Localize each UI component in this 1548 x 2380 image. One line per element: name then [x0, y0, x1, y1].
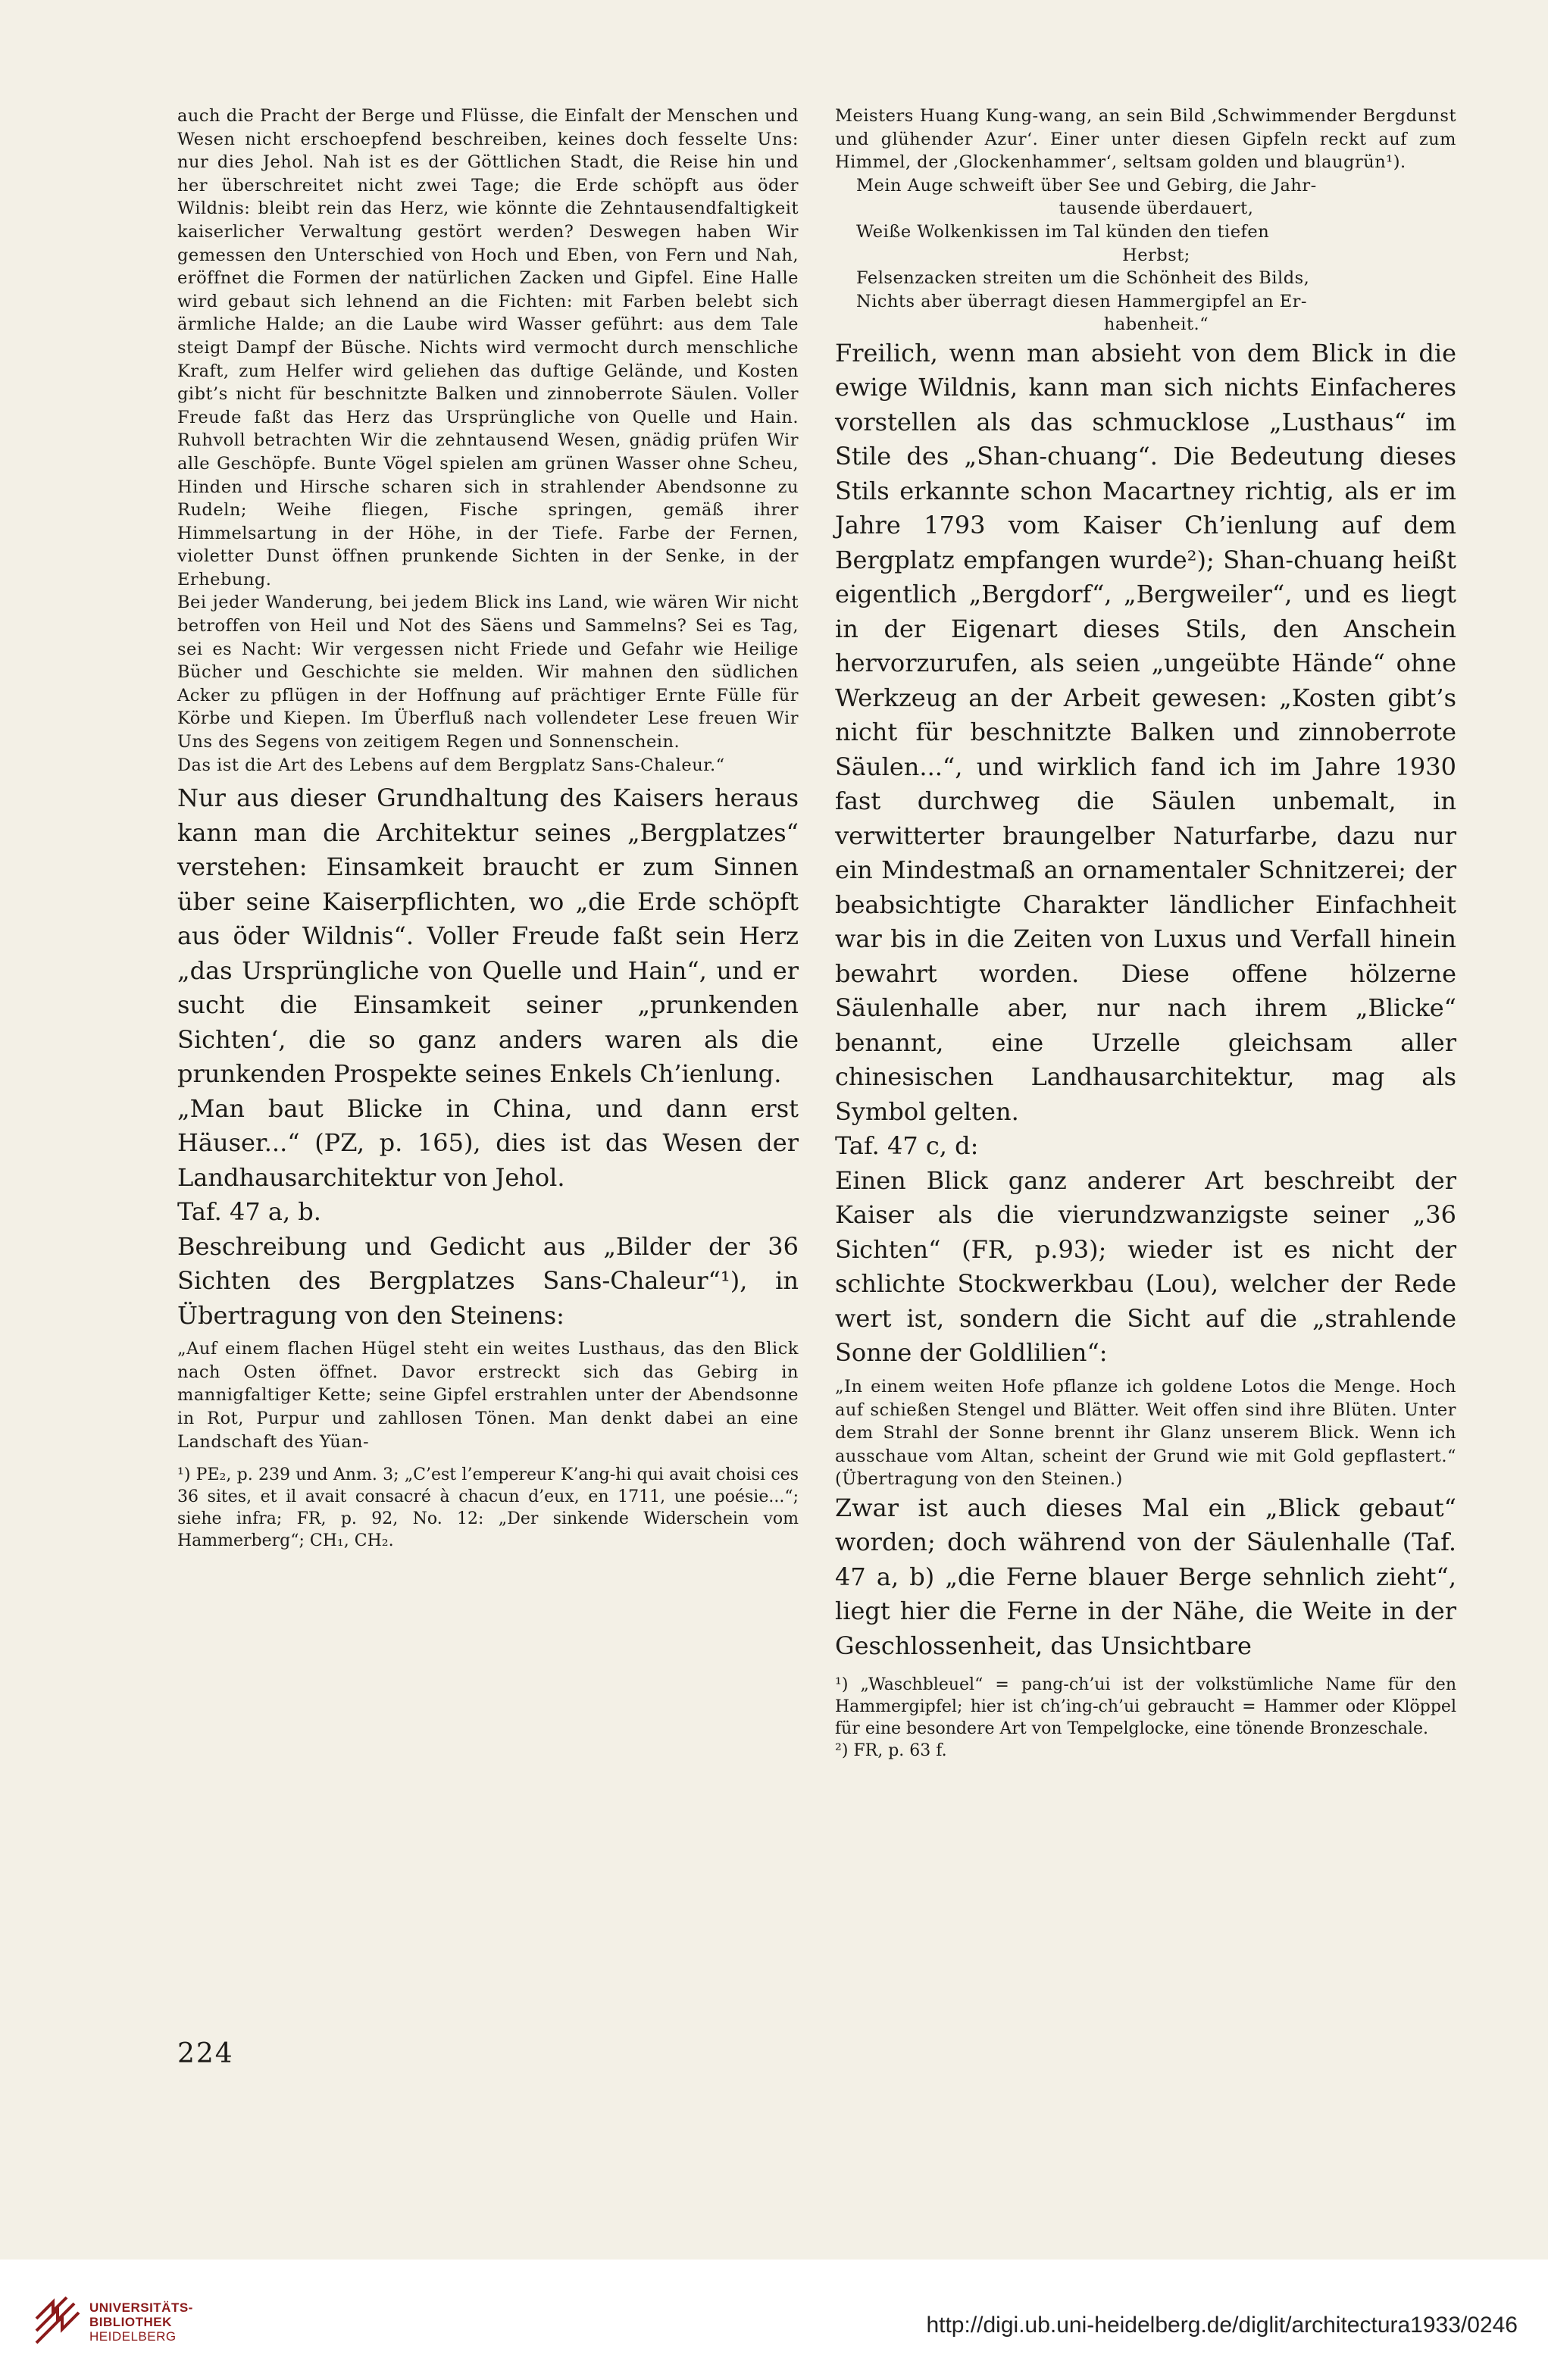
- poem-line-3: Felsenzacken streiten um die Schönheit des Bilds,: [856, 268, 1310, 289]
- right-body-paragraph-3: Zwar ist auch dieses Mal ein „Blick gebaut“ worden; doch während von der Säulenhalle (Taf. 47 a, b) „die Ferne blauer Berge sehnlich zieht“, liegt hier die Ferne in der Nähe, die Weite in der Geschlossenheit, das Unsichtbare: [835, 1493, 1456, 1660]
- right-footnote-2: ²) FR, p. 63 f.: [835, 1741, 947, 1761]
- library-logo-icon: [30, 2288, 83, 2349]
- poem-line-1: Mein Auge schweift über See und Gebirg, die Jahr-: [856, 175, 1317, 195]
- plate-reference-47ab: Taf. 47 a, b.: [177, 1197, 321, 1227]
- page-number: 224: [177, 2038, 234, 2069]
- left-body-paragraph-2: „Man baut Blicke in China, und dann erst Häuser...“ (PZ, p. 165), dies ist das Wesen der Landhausarchitektur von Jehol.: [177, 1093, 799, 1192]
- left-quote-paragraph-3: Das ist die Art des Lebens auf dem Bergplatz Sans-Chaleur.“: [177, 755, 725, 775]
- logo-line-3: HEIDELBERG: [89, 2329, 177, 2344]
- right-body-paragraph-1: Freilich, wenn man absieht von dem Blick in die ewige Wildnis, kann man sich nichts Einfacheres vorstellen als das schmucklose „Lusthaus“ im Stile des „Shan-chuang“. Die Bedeutung dieses Stils erkannte schon Macartney richtig, als er im Jahre 1793 vom Kaiser Ch’ienlung auf dem Bergplatz empfangen wurde²); Shan-chuang heißt eigentlich „Bergdorf“, „Bergweiler“, und es liegt in der Eigenart dieses Stils, den Anschein hervorzurufen, als seien „ungeübte Hände“ ohne Werkzeug an der Arbeit gewesen: „Kosten gibt’s nicht für beschnitzte Balken und zinnoberrote Säulen...“, und wirklich fand ich im Jahre 1930 fast durchweg die Säulen unbemalt, in verwitterter braungelber Naturfarbe, dazu nur ein Mindestmaß an ornamentaler Schnitzerei; der beabsichtigte Charakter ländlicher Einfachheit war bis in die Zeiten von Luxus und Verfall hinein bewahrt worden. Diese offene hölzerne Säulenhalle aber, nur nach ihrem „Blicke“ benannt, eine Urzelle gleichsam aller chinesischen Landhausarchitektur, mag als Symbol gelten.: [835, 338, 1456, 1126]
- right-body-paragraph-2: Einen Blick ganz anderer Art beschreibt der Kaiser als die vierundzwanzigste seiner „36 Sichten“ (FR, p.93); wieder ist es nicht der schlichte Stockwerkbau (Lou), welcher der Rede wert ist, sondern die Sicht auf die „strahlende Sonne der Goldlilien“:: [835, 1165, 1456, 1368]
- logo-line-2: BIBLIOTHEK: [89, 2315, 172, 2329]
- right-footnote-1: ¹) „Waschbleuel“ = pang-ch’ui ist der volkstümliche Name für den Hammergipfel; hier ist ch’ing-ch’ui gebraucht = Hammer oder Klöppel für eine besondere Art von Tempelglocke, eine tönende Bronzeschale.: [835, 1675, 1456, 1739]
- source-url-link[interactable]: http://digi.ub.uni-heidelberg.de/diglit/architectura1933/0246: [926, 2313, 1518, 2338]
- poem-line-2-continuation: Herbst;: [1122, 245, 1190, 265]
- library-logo-text: [89, 2300, 193, 2344]
- left-quote-paragraph-4: „Auf einem flachen Hügel steht ein weites Lusthaus, das den Blick nach Osten öffnet. Davor erstreckt sich das Gebirg in mannigfaltiger Kette; seine Gipfel erstrahlen unter der Abendsonne in Rot, Purpur und zahllosen Tönen. Man denkt dabei an eine Landschaft des Yüan-: [177, 1339, 799, 1452]
- logo-line-1: UNIVERSITÄTS-: [89, 2300, 193, 2315]
- plate-reference-47cd: Taf. 47 c, d:: [835, 1131, 979, 1161]
- left-quote-paragraph-2: Bei jeder Wanderung, bei jedem Blick ins Land, wie wären Wir nicht betroffen von Heil und Not des Säens und Sammelns? Sei es Tag, sei es Nacht: Wir vergessen nicht Friede und Gefahr wie Heilige Bücher und Geschichte sie melden. Wir mahnen den südlichen Acker zu pflügen in der Hoffnung auf prächtiger Ernte Fülle für Körbe und Kiepen. Im Überfluß nach vollendeter Lese freuen Wir Uns des Segens von zeitigem Regen und Sonnenschein.: [177, 593, 799, 752]
- left-footnote-1: ¹) PE₂, p. 239 und Anm. 3; „C’est l’empereur K’ang-hi qui avait choisi ces 36 sites, et il avait consacré à chacun d’eux, en 1711, une poésie...“; siehe infra; FR, p. 92, No. 12: „Der sinkende Widerschein vom Hammerberg“; CH₁, CH₂.: [177, 1465, 799, 1551]
- left-body-paragraph-3: Beschreibung und Gedicht aus „Bilder der 36 Sichten des Bergplatzes Sans-Chaleur“¹), in Übertragung von den Steinens:: [177, 1231, 799, 1330]
- poem-line-1-continuation: tausende überdauert,: [1059, 199, 1254, 219]
- poem-line-4-continuation: habenheit.“: [1103, 314, 1209, 335]
- poem-line-4: Nichts aber überragt diesen Hammergipfel an Er-: [856, 291, 1308, 311]
- left-column: [177, 105, 799, 1552]
- left-quote-paragraph-1: auch die Pracht der Berge und Flüsse, die Einfalt der Menschen und Wesen nicht erschoepfend beschreiben, keines doch fesselte Uns: nur dies Jehol. Nah ist es der Göttlichen Stadt, die Reise hin und her überschreitet nicht zwei Tage; die Erde schöpft aus öder Wildnis: bleibt rein das Herz, wie könnte die Zehntausendfaltigkeit kaiserlicher Verwaltung gestört werden? Deswegen haben Wir gemessen den Unterschied von Hoch und Eben, von Fern und Nah, eröffnet die Formen der natürlichen Zacken und Gipfel. Eine Halle wird gebaut sich lehnend an die Fichten: mit Farben belebt sich ärmliche Halde; an die Laube wird Wasser geführt: aus dem Tale steigt Dampf der Büsche. Nichts wird vermocht durch menschliche Kraft, zum Helfer wird geliehen das duftige Gelände, und Kosten gibt’s nicht für beschnitzte Balken und zinnoberrote Säulen. Voller Freude faßt das Herz das Ursprüngliche von Quelle und Hain. Ruhvoll betrachten Wir die zehntausend Wesen, gnädig prüfen Wir alle Geschöpfe. Bunte Vögel spielen am grünen Wasser ohne Scheu, Hinden und Hirsche scharen sich in strahlender Abendsonne zu Rudeln; Weihe fliegen, Fische springen, gemäß ihrer Himmelsartung in der Höhe, in der Tiefe. Farbe der Fernen, violetter Dunst öffnen prunkende Sichten in der Senke, in der Erhebung.: [177, 106, 799, 590]
- right-column: [835, 105, 1456, 1762]
- poem: [856, 174, 1456, 336]
- poem-line-2: Weiße Wolkenkissen im Tal künden den tiefen: [856, 221, 1270, 242]
- right-quote-paragraph-1: Meisters Huang Kung-wang, an sein Bild ‚Schwimmender Bergdunst und glühender Azur‘. Einer unter diesen Gipfeln reckt auf zum Himmel, der ‚Glockenhammer‘, seltsam golden und blaugrün¹).: [835, 106, 1456, 173]
- right-quote-paragraph-2: „In einem weiten Hofe pflanze ich goldene Lotos die Menge. Hoch auf schießen Stengel und Blätter. Weit offen sind ihre Blüten. Unter dem Strahl der Sonne brennt ihr Glanz unserem Blick. Wenn ich ausschaue vom Altan, scheint der Grund wie mit Gold gepflastert.“ (Übertragung von den Steinen.): [835, 1376, 1456, 1490]
- left-body-paragraph-1: Nur aus dieser Grundhaltung des Kaisers heraus kann man die Architektur seines „Bergplatzes“ verstehen: Einsamkeit braucht er zum Sinnen über seine Kaiserpflichten, wo „die Erde schöpft aus öder Wildnis“. Voller Freude faßt sein Herz „das Ursprüngliche von Quelle und Hain“, und er sucht die Einsamkeit seiner „prunkenden Sichten‘, die so ganz anders waren als die prunkenden Prospekte seines Enkels Ch’ienlung.: [177, 783, 799, 1089]
